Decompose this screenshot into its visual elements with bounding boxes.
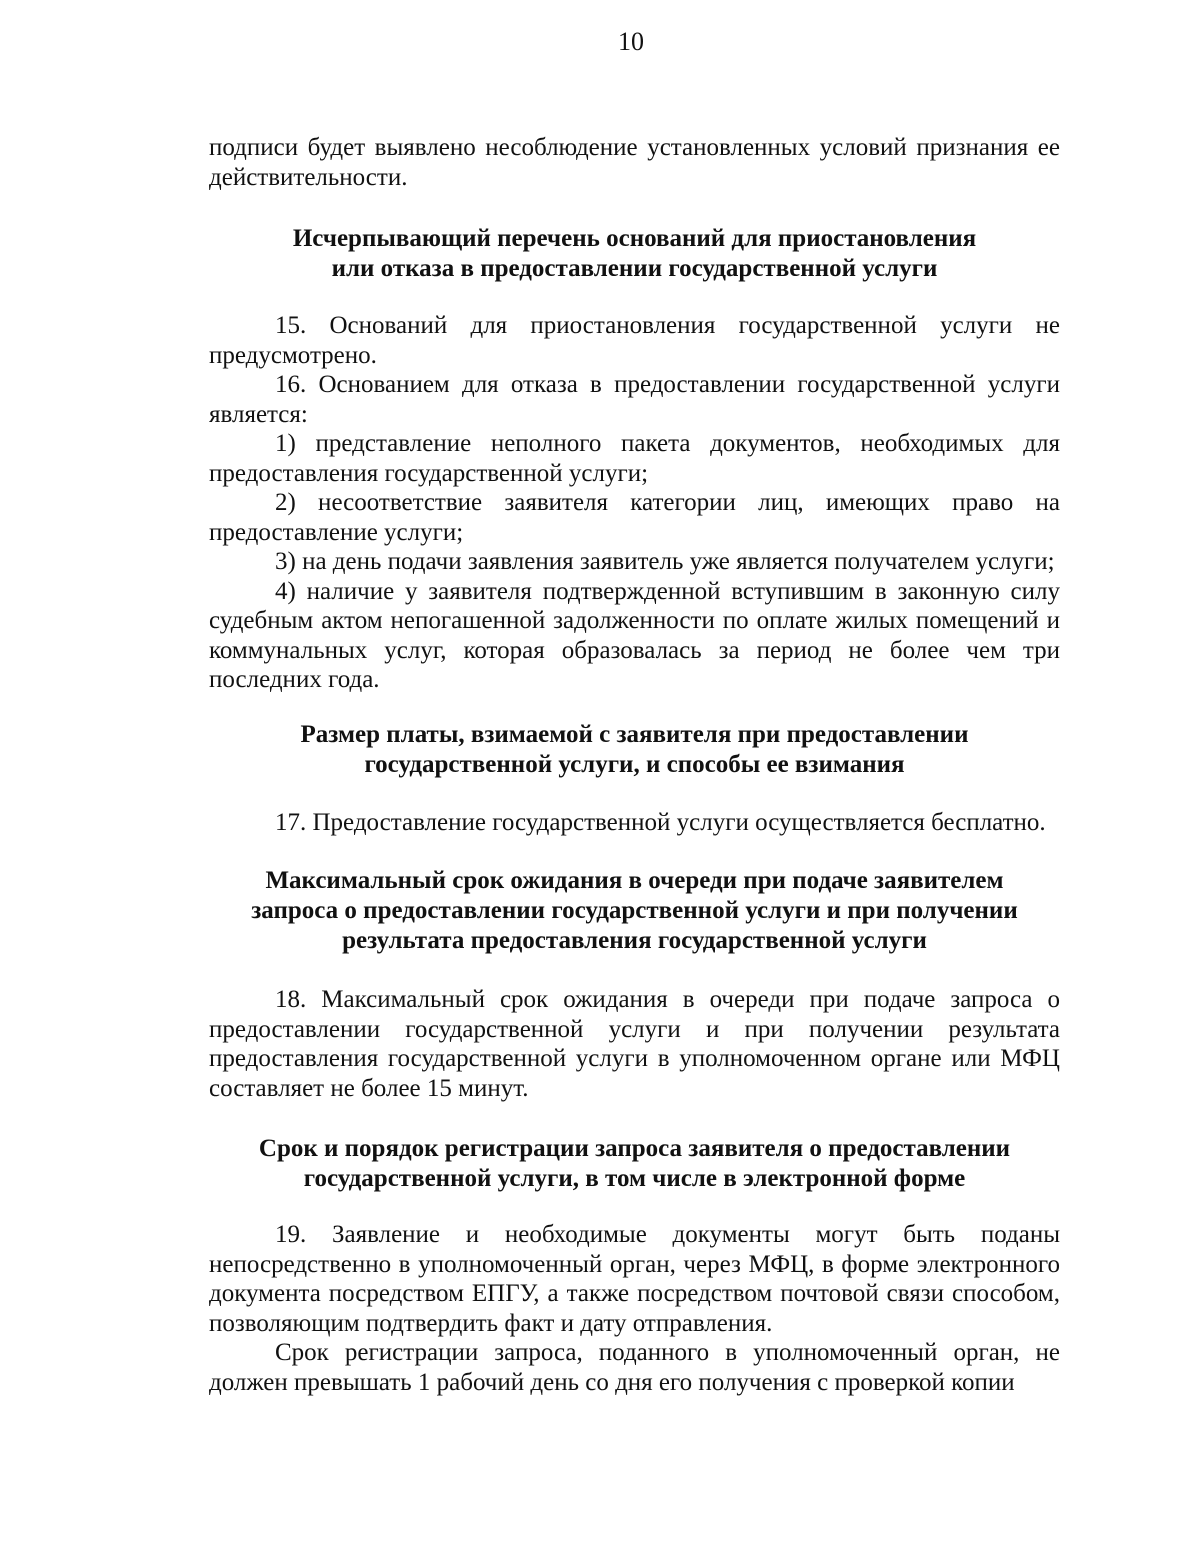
paragraph-19-continued: Срок регистрации запроса, поданного в уполномоченный орган, не должен превышать 1 рабочий день со дня его получения с проверкой копии bbox=[209, 1339, 1060, 1396]
section-registration-body bbox=[209, 1220, 1060, 1397]
paragraph-18: 18. Максимальный срок ожидания в очереди при подаче запроса о предоставлении государственной услуги и при получении результата предоставления государственной услуги в уполномоченном органе или МФЦ составляет не более 15 минут. bbox=[209, 986, 1060, 1102]
heading-grounds-line1: Исчерпывающий перечень оснований для приостановления bbox=[292, 225, 977, 252]
heading-grounds-line2: или отказа в предоставлении государственной услуги bbox=[331, 255, 938, 282]
paragraph-15: 15. Оснований для приостановления государственной услуги не предусмотрено. bbox=[209, 312, 1060, 369]
section-fee-body bbox=[209, 808, 1060, 838]
intro-paragraph: подписи будет выявлено несоблюдение установленных условий признания ее действительности. bbox=[209, 134, 1060, 191]
list-item-4: 4) наличие у заявителя подтвержденной вступившим в законную силу судебным актом непогашенной задолженности по оплате жилых помещений и коммунальных услуг, которая образовалась за период не более чем три последних года. bbox=[209, 577, 1060, 693]
page-number: 10 bbox=[618, 27, 644, 56]
list-item-3: 3) на день подачи заявления заявитель уже является получателем услуги; bbox=[275, 548, 1055, 575]
heading-registration-line2: государственной услуги, в том числе в электронной форме bbox=[303, 1165, 966, 1192]
heading-queue-line3: результата предоставления государственной услуги bbox=[342, 927, 927, 954]
heading-registration-line1: Срок и порядок регистрации запроса заявителя о предоставлении bbox=[258, 1135, 1011, 1162]
list-item-2: 2) несоответствие заявителя категории лиц, имеющих право на предоставление услуги; bbox=[209, 489, 1060, 546]
paragraph-16: 16. Основанием для отказа в предоставлении государственной услуги является: bbox=[209, 371, 1060, 428]
list-item-1: 1) представление неполного пакета документов, необходимых для предоставления государственной услуги; bbox=[209, 430, 1060, 487]
heading-queue-line1: Максимальный срок ожидания в очереди при подаче заявителем bbox=[265, 867, 1004, 894]
heading-fee bbox=[209, 720, 1060, 780]
paragraph-19: 19. Заявление и необходимые документы могут быть поданы непосредственно в уполномоченный орган, через МФЦ, в форме электронного документа посредством ЕПГУ, а также посредством почтовой связи способом, позволяющим подтвердить факт и дату отправления. bbox=[209, 1221, 1060, 1337]
paragraph-17: 17. Предоставление государственной услуги осуществляется бесплатно. bbox=[275, 809, 1046, 836]
intro-paragraph-block bbox=[209, 133, 1060, 192]
heading-fee-line2: государственной услуги, и способы ее взимания bbox=[364, 751, 905, 778]
section-grounds-body bbox=[209, 311, 1060, 695]
heading-queue bbox=[209, 866, 1060, 956]
heading-queue-line2: запроса о предоставлении государственной услуги и при получении bbox=[251, 897, 1018, 924]
heading-registration bbox=[209, 1134, 1060, 1194]
section-queue-body bbox=[209, 985, 1060, 1103]
heading-fee-line1: Размер платы, взимаемой с заявителя при предоставлении bbox=[300, 721, 969, 748]
heading-grounds bbox=[209, 224, 1060, 284]
